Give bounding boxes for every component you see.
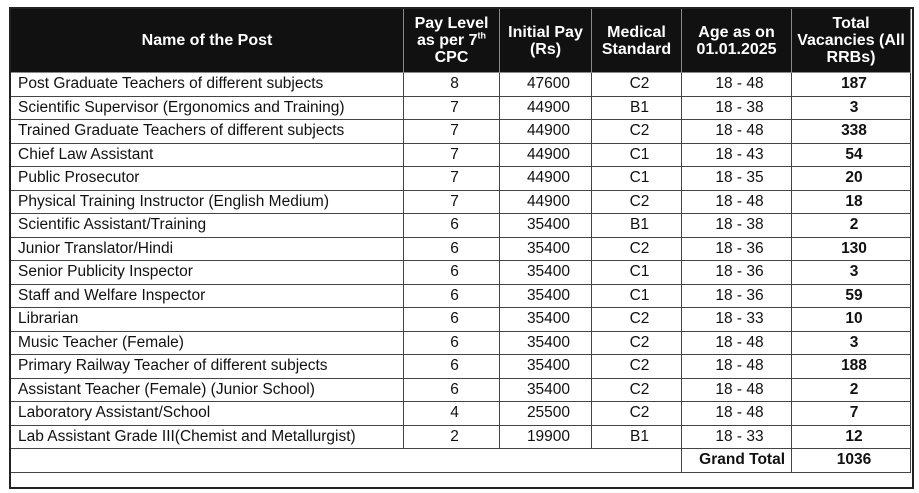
header-initial-pay: Initial Pay (Rs): [500, 9, 592, 73]
cell-vacancies: 3: [792, 331, 911, 355]
cell-age-range: 18 - 36: [682, 237, 792, 261]
cell-medical-standard: C2: [592, 73, 682, 97]
table-row: [11, 143, 911, 167]
cell-age-range: 18 - 48: [682, 378, 792, 402]
cell-age-range: 18 - 48: [682, 355, 792, 379]
cell-initial-pay: 44900: [500, 143, 592, 167]
cell-pay-level: 7: [404, 120, 500, 144]
cell-pay-level: 6: [404, 308, 500, 332]
vacancy-table: [10, 8, 911, 473]
table-row: [11, 308, 911, 332]
cell-post-name: Trained Graduate Teachers of different subjects: [11, 120, 404, 144]
cell-medical-standard: C2: [592, 378, 682, 402]
cell-vacancies: 7: [792, 402, 911, 426]
cell-post-name: Public Prosecutor: [11, 167, 404, 191]
cell-pay-level: 6: [404, 378, 500, 402]
cell-vacancies: 59: [792, 284, 911, 308]
cell-post-name: Laboratory Assistant/School: [11, 402, 404, 426]
cell-age-range: 18 - 35: [682, 167, 792, 191]
cell-vacancies: 338: [792, 120, 911, 144]
cell-pay-level: 4: [404, 402, 500, 426]
grand-total-row: [11, 449, 911, 473]
cell-pay-level: 6: [404, 237, 500, 261]
cell-medical-standard: C2: [592, 190, 682, 214]
cell-medical-standard: C1: [592, 143, 682, 167]
cell-pay-level: 6: [404, 331, 500, 355]
cell-initial-pay: 35400: [500, 378, 592, 402]
cell-vacancies: 2: [792, 378, 911, 402]
cell-vacancies: 187: [792, 73, 911, 97]
cell-post-name: Chief Law Assistant: [11, 143, 404, 167]
cell-pay-level: 7: [404, 143, 500, 167]
cell-pay-level: 8: [404, 73, 500, 97]
cell-post-name: Post Graduate Teachers of different subjects: [11, 73, 404, 97]
table-header: [11, 9, 911, 73]
table-row: [11, 214, 911, 238]
cell-pay-level: 6: [404, 261, 500, 285]
grand-total-spacer: [11, 449, 682, 473]
cell-age-range: 18 - 36: [682, 284, 792, 308]
cell-age-range: 18 - 48: [682, 402, 792, 426]
cell-post-name: Physical Training Instructor (English Medium): [11, 190, 404, 214]
cell-initial-pay: 44900: [500, 190, 592, 214]
table-row: [11, 261, 911, 285]
cell-post-name: Lab Assistant Grade III(Chemist and Metallurgist): [11, 425, 404, 449]
table-row: [11, 284, 911, 308]
cell-medical-standard: C2: [592, 308, 682, 332]
cell-age-range: 18 - 38: [682, 96, 792, 120]
table-row: [11, 402, 911, 426]
cell-medical-standard: B1: [592, 214, 682, 238]
cell-age-range: 18 - 43: [682, 143, 792, 167]
cell-initial-pay: 44900: [500, 96, 592, 120]
table-row: [11, 73, 911, 97]
cell-pay-level: 2: [404, 425, 500, 449]
cell-age-range: 18 - 38: [682, 214, 792, 238]
cell-pay-level: 7: [404, 96, 500, 120]
cell-vacancies: 2: [792, 214, 911, 238]
cell-post-name: Junior Translator/Hindi: [11, 237, 404, 261]
cell-age-range: 18 - 48: [682, 73, 792, 97]
grand-total-label: Grand Total: [682, 449, 792, 473]
header-pay-level: [404, 9, 500, 73]
cell-post-name: Scientific Supervisor (Ergonomics and Training): [11, 96, 404, 120]
cell-post-name: Assistant Teacher (Female) (Junior School): [11, 378, 404, 402]
cell-initial-pay: 19900: [500, 425, 592, 449]
table-footer: [11, 449, 911, 473]
cell-vacancies: 20: [792, 167, 911, 191]
cell-vacancies: 3: [792, 96, 911, 120]
cell-post-name: Staff and Welfare Inspector: [11, 284, 404, 308]
cell-medical-standard: B1: [592, 96, 682, 120]
cell-medical-standard: C2: [592, 355, 682, 379]
table-row: [11, 120, 911, 144]
table-body: [11, 73, 911, 449]
header-total-vacancies: Total Vacancies (All RRBs): [792, 9, 911, 73]
header-pay-level-sup: th: [477, 30, 486, 41]
cell-initial-pay: 35400: [500, 355, 592, 379]
cell-initial-pay: 35400: [500, 237, 592, 261]
grand-total-value: 1036: [792, 449, 911, 473]
header-medical-standard: Medical Standard: [592, 9, 682, 73]
cell-initial-pay: 44900: [500, 120, 592, 144]
table-row: [11, 355, 911, 379]
cell-vacancies: 54: [792, 143, 911, 167]
cell-medical-standard: C2: [592, 402, 682, 426]
header-name-of-post: Name of the Post: [11, 9, 404, 73]
header-pay-level-cpc: CPC: [434, 49, 469, 66]
cell-vacancies: 18: [792, 190, 911, 214]
cell-vacancies: 130: [792, 237, 911, 261]
cell-age-range: 18 - 48: [682, 120, 792, 144]
table-row: [11, 237, 911, 261]
cell-initial-pay: 44900: [500, 167, 592, 191]
header-age: Age as on 01.01.2025: [682, 9, 792, 73]
cell-medical-standard: C2: [592, 331, 682, 355]
cell-age-range: 18 - 48: [682, 190, 792, 214]
cell-post-name: Music Teacher (Female): [11, 331, 404, 355]
cell-initial-pay: 47600: [500, 73, 592, 97]
header-pay-level-text: Pay Level as per 7: [414, 15, 489, 49]
table-row: [11, 167, 911, 191]
table-row: [11, 331, 911, 355]
cell-medical-standard: C2: [592, 237, 682, 261]
cell-age-range: 18 - 33: [682, 308, 792, 332]
cell-post-name: Primary Railway Teacher of different subjects: [11, 355, 404, 379]
cell-initial-pay: 35400: [500, 261, 592, 285]
cell-pay-level: 6: [404, 214, 500, 238]
cell-medical-standard: C1: [592, 261, 682, 285]
cell-vacancies: 188: [792, 355, 911, 379]
table-row: [11, 378, 911, 402]
table-row: [11, 425, 911, 449]
table-row: [11, 96, 911, 120]
cell-medical-standard: C1: [592, 284, 682, 308]
cell-pay-level: 6: [404, 284, 500, 308]
cell-age-range: 18 - 48: [682, 331, 792, 355]
cell-age-range: 18 - 36: [682, 261, 792, 285]
cell-vacancies: 3: [792, 261, 911, 285]
cell-post-name: Librarian: [11, 308, 404, 332]
cell-age-range: 18 - 33: [682, 425, 792, 449]
cell-initial-pay: 35400: [500, 308, 592, 332]
cell-vacancies: 10: [792, 308, 911, 332]
cell-medical-standard: B1: [592, 425, 682, 449]
bottom-rule: [9, 487, 910, 489]
cell-pay-level: 7: [404, 190, 500, 214]
cell-initial-pay: 35400: [500, 331, 592, 355]
cell-post-name: Senior Publicity Inspector: [11, 261, 404, 285]
cell-vacancies: 12: [792, 425, 911, 449]
cell-post-name: Scientific Assistant/Training: [11, 214, 404, 238]
cell-pay-level: 7: [404, 167, 500, 191]
cell-initial-pay: 25500: [500, 402, 592, 426]
cell-medical-standard: C1: [592, 167, 682, 191]
cell-initial-pay: 35400: [500, 214, 592, 238]
cell-medical-standard: C2: [592, 120, 682, 144]
cell-pay-level: 6: [404, 355, 500, 379]
cell-initial-pay: 35400: [500, 284, 592, 308]
table-row: [11, 190, 911, 214]
